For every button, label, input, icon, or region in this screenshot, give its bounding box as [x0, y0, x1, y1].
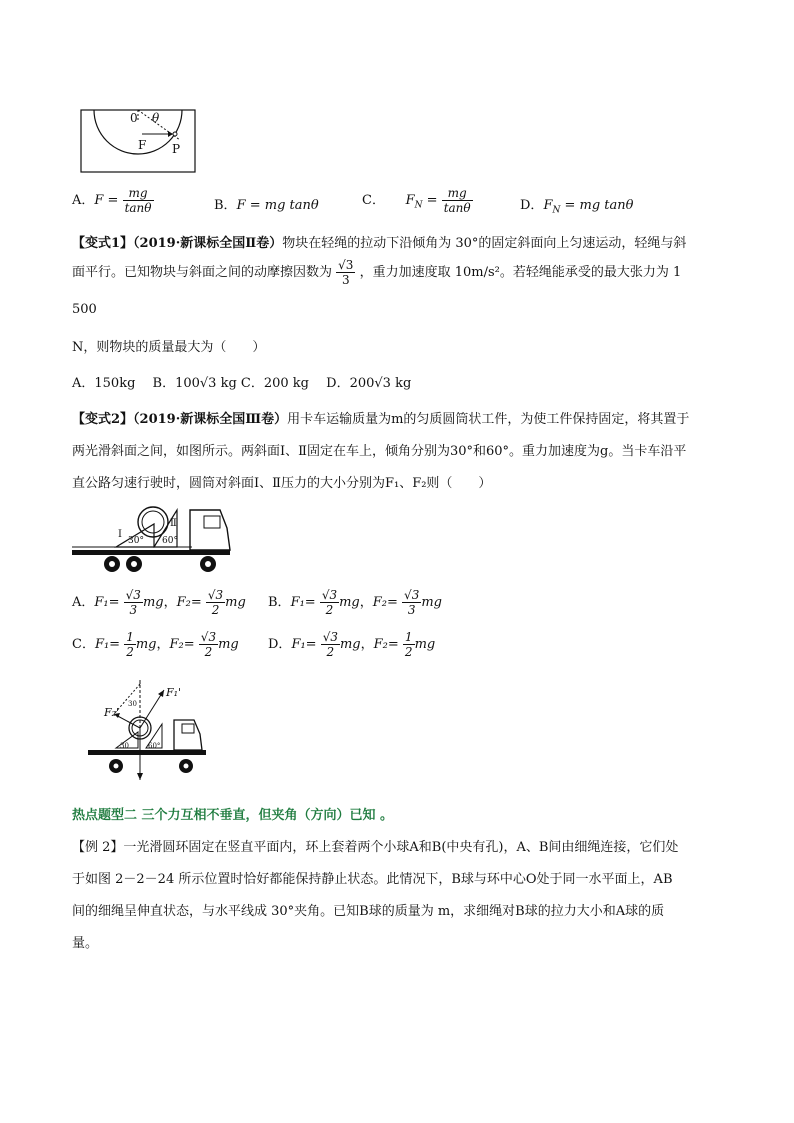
truck-diagram [72, 500, 234, 576]
truck-force-diagram [88, 680, 208, 784]
v2-option-d: D．F₁= $\frac{√3}{2}$ mg，F₂= $\frac{1}{2}$ mg [268, 630, 436, 659]
q1-option-d: D．$F_N$ = mg tanθ [520, 198, 634, 216]
fig3-label-30-top: 30 [128, 700, 137, 708]
truck-label-i: Ⅰ [118, 529, 122, 540]
variant1-options: A．150kg B．100√3 kg C．200 kg D．200√3 kg [72, 376, 412, 391]
q1-option-a: A．F = $\frac{mg}{\tan\theta}$ [72, 186, 152, 215]
variant1-line4: N，则物块的质量最大为（ ） [72, 340, 266, 355]
v2-option-c: C．F₁= $\frac{1}{2}$ mg，F₂= $\frac{√3}{2}$ mg [72, 630, 239, 659]
q1-option-c: C． $F_N$ = $\frac{mg}{\tan\theta}$ [362, 186, 471, 215]
v2-option-a: A．F₁= $\frac{√3}{3}$ mg，F₂= $\frac{√3}{2}$ mg [72, 588, 246, 617]
hot-topic-heading: 热点题型二 三个力互相不垂直，但夹角（方向）已知 。 [72, 808, 394, 823]
variant2-line2: 两光滑斜面之间，如图所示。两斜面Ⅰ、Ⅱ固定在车上，倾角分别为30°和60°。重力加速度为g。当卡车沿平 [72, 444, 687, 459]
fig1-label-theta: θ [152, 111, 160, 125]
fig3-label-60: 60° [148, 742, 161, 750]
variant2-line3: 直公路匀速行驶时，圆筒对斜面Ⅰ、Ⅱ压力的大小分别为F₁、F₂则（ ） [72, 476, 492, 491]
variant1-line1: 【变式1】（2019·新课标全国Ⅱ卷）物块在轻绳的拉动下沿倾角为 30°的固定斜面向上匀速运动，轻绳与斜 [72, 236, 687, 251]
fig3-label-30-bottom: 30 [120, 742, 129, 750]
example2-line4: 量。 [72, 936, 99, 951]
fig3-label-f2: F₂' [104, 706, 120, 719]
fig1-label-f: F [138, 138, 147, 152]
example2-line1: 【例 2】一光滑圆环固定在竖直平面内，环上套着两个小球A和B(中央有孔)，A、B间由细绳连接，它们处 [72, 840, 679, 855]
truck-label-ii: Ⅱ [170, 518, 177, 529]
fig1-label-o: 0 [130, 111, 138, 125]
example2-line3: 间的细绳呈伸直状态，与水平线成 30°夹角。已知B球的质量为 m，求细绳对B球的拉力大小和A球的质 [72, 904, 665, 919]
example2-line2: 于如图 2－2－24 所示位置时恰好都能保持静止状态。此情况下，B球与环中心O处于同一水平面上，AB [72, 872, 673, 887]
fig3-label-f1: F₁' [166, 686, 182, 699]
v2-option-b: B．F₁= $\frac{√3}{2}$ mg，F₂= $\frac{√3}{3}$ mg [268, 588, 442, 617]
variant1-line3: 500 [72, 302, 97, 317]
truck-label-60: 60° [162, 536, 178, 546]
truck-label-30: 30° [128, 536, 144, 546]
variant1-line2: 面平行。已知物块与斜面之间的动摩擦因数为 $\frac{√3}{3}$ ，重力加速度取 10m/s²。若轻绳能承受的最大张力为 1 [72, 258, 682, 287]
variant2-line1: 【变式2】（2019·新课标全国Ⅲ卷）用卡车运输质量为m的匀质圆筒状工件，为使工件保持固定，将其置于 [72, 412, 690, 427]
fig1-label-p: P [172, 142, 181, 156]
q1-option-b: B．F = mg tanθ [214, 198, 319, 213]
